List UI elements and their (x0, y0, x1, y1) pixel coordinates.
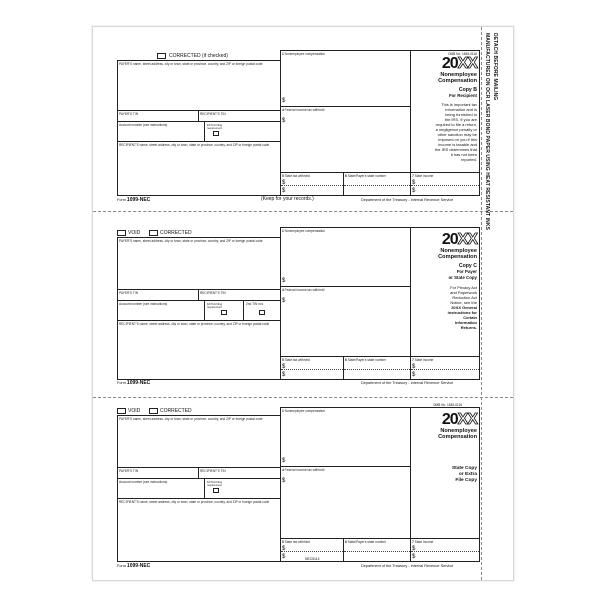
box5-state-tax[interactable]: 5 State tax withheld $ $ (280, 538, 344, 562)
tax-year: 20XX (441, 231, 477, 248)
box4-federal-tax[interactable]: 4 Federal income tax withheld $ (280, 466, 411, 539)
omb-number: OMB No. 1545-0116 (448, 52, 477, 56)
copy-state-file (93, 399, 513, 579)
form-name: Form 1099-NEC (117, 563, 151, 569)
copy-b-recipient (93, 27, 513, 207)
tax-year: 20XX (441, 55, 477, 72)
corrected-checkbox[interactable] (157, 53, 166, 59)
keep-records-note: (Keep for your records.) (261, 196, 314, 202)
copy-c-payer (93, 213, 513, 393)
box5-state-tax[interactable]: 5 State tax withheld $ $ (280, 172, 344, 196)
side-strip-text: DETACH BEFORE MAILING MANUFACTURED ON OCR LASER BOND PAPER USING HEAT RESISTANT INKS (484, 33, 498, 231)
box1-nonemployee-comp[interactable]: 1 Nonemployee compensation $ (280, 50, 411, 107)
vertical-perforation (481, 27, 482, 580)
account-number-box[interactable]: Account number (see instructions) (117, 300, 205, 321)
department-label: Department of the Treasury - Internal Revenue Service (361, 381, 454, 385)
payer-tin-box[interactable]: PAYER'S TIN (117, 110, 199, 122)
recipient-name-box[interactable]: RECIPIENT'S name, street address, city or town, state or province, country, and ZIP or foreign postal code (117, 320, 281, 380)
department-label: Department of the Treasury - Internal Revenue Service (361, 564, 454, 568)
void-label: VOID (128, 408, 141, 414)
box4-federal-tax[interactable]: 4 Federal income tax withheld $ (280, 106, 411, 173)
tax-year: 20XX (441, 411, 477, 428)
payer-name-box[interactable]: PAYER'S name, street address, city or town, state or province, country, and ZIP or foreign postal code (117, 60, 281, 111)
fatca-box[interactable]: FATCA filing requirement (204, 300, 244, 321)
copy-label: State Copy (451, 466, 477, 471)
corrected-label: CORRECTED (160, 408, 192, 414)
box4-federal-tax[interactable]: 4 Federal income tax withheld $ (280, 286, 411, 357)
box1-nonemployee-comp[interactable]: 1 Nonemployee compensation $ (280, 407, 411, 467)
copy-b-notice: This is important tax information and is being furnished to the IRS. If you are required to file a return, a negligence penalty or other sanction may be imposed on you if this income is taxable and the IRS determines that it has not been reported. (434, 102, 477, 162)
box6-state-number[interactable]: 6 State/Payer's state number (343, 172, 411, 196)
corrected-label: CORRECTED (160, 230, 192, 236)
perforation-line (93, 397, 513, 398)
corrected-if-checked-label: CORRECTED (if checked) (169, 53, 228, 59)
state-copy-title-area: 20XX Nonemployee Compensation State Copy or Extra File Copy (410, 407, 480, 539)
payer-name-box[interactable]: PAYER'S name, street address, city or town, state or province, country, and ZIP or foreign postal code (117, 237, 281, 290)
fatca-checkbox[interactable] (221, 310, 227, 315)
copy-label: Copy C (458, 263, 477, 269)
account-number-box[interactable]: Account number (see instructions) (117, 478, 205, 499)
perforation-line (93, 211, 513, 212)
recipient-name-box[interactable]: RECIPIENT'S name, street address, city or town, state or province, country, and ZIP or foreign postal code (117, 141, 281, 196)
second-tin-checkbox[interactable] (259, 310, 265, 315)
side-strip (485, 27, 513, 580)
tax-form-sheet (92, 26, 514, 581)
form-name: Form 1099-NEC (117, 380, 151, 386)
payer-name-box[interactable]: PAYER'S name, street address, city or town, state or province, country, and ZIP or foreign postal code (117, 415, 281, 468)
recipient-name-box[interactable]: RECIPIENT'S name, street address, city or town, state or province, country, and ZIP or foreign postal code (117, 498, 281, 562)
fatca-checkbox[interactable] (213, 131, 219, 136)
account-number-box[interactable]: Account number (see instructions) (117, 121, 205, 142)
fatca-checkbox[interactable] (213, 488, 219, 493)
void-checkbox[interactable] (117, 230, 126, 236)
fatca-box[interactable]: FATCA filing requirement (204, 121, 281, 142)
box6-state-number[interactable]: 6 State/Payer's state number (343, 356, 411, 380)
box7-state-income[interactable]: 7 State income $ $ (410, 356, 480, 380)
department-label: Department of the Treasury - Internal Revenue Service (361, 198, 454, 202)
corrected-checkbox[interactable] (149, 230, 158, 236)
second-tin-box[interactable]: 2nd TIN not. (243, 300, 281, 321)
box5-state-tax[interactable]: 5 State tax withheld $ $ (280, 356, 344, 380)
box7-state-income[interactable]: 7 State income $ $ (410, 172, 480, 196)
copy-label: Copy B (458, 87, 477, 93)
omb-number: OMB No. 1545-0116 (433, 403, 462, 407)
payer-tin-box[interactable]: PAYER'S TIN (117, 289, 199, 301)
box7-state-income[interactable]: 7 State income $ $ (410, 538, 480, 562)
box1-nonemployee-comp[interactable]: 1 Nonemployee compensation $ (280, 227, 411, 287)
void-checkbox[interactable] (117, 408, 126, 414)
recipient-tin-box[interactable]: RECIPIENT'S TIN (198, 467, 281, 479)
void-label: VOID (128, 230, 141, 236)
corrected-checkbox[interactable] (149, 408, 158, 414)
copy-c-title-area: 20XX Nonemployee Compensation Copy C For Payer or State Copy For Privacy Act and Paperwork Reduction Act Notice, see the 20XX General Instructions for Certain Information Returns. (410, 227, 480, 357)
copy-b-title-area: OMB No. 1545-0116 20XX Nonemployee Compensation Copy B For Recipient This is important tax information and is being furnished to the IRS. If you are required to file a return, a negligence penalty or other sanction may be imposed on you if this income is taxable and the IRS determines that it has not been reported. (410, 50, 480, 173)
form-name: Form 1099-NEC (117, 197, 151, 203)
recipient-tin-box[interactable]: RECIPIENT'S TIN (198, 110, 281, 122)
catalog-number: NEC5114 (305, 557, 320, 561)
recipient-tin-box[interactable]: RECIPIENT'S TIN (198, 289, 281, 301)
payer-tin-box[interactable]: PAYER'S TIN (117, 467, 199, 479)
copy-c-notice: For Privacy Act and Paperwork Reduction Act Notice, see the 20XX General Instructions for Certain Information Returns. (447, 285, 477, 330)
box6-state-number[interactable]: 6 State/Payer's state number (343, 538, 411, 562)
fatca-box[interactable]: FATCA filing requirement (204, 478, 281, 499)
